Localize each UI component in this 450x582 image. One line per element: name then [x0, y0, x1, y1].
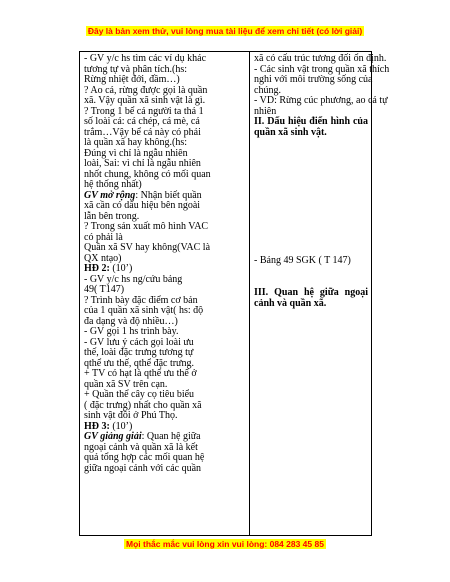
- left-line: có phải là: [84, 231, 123, 243]
- column-divider: [249, 51, 250, 536]
- left-line: ? Trình bày đặc điểm cơ bản: [84, 294, 198, 306]
- left-line: ? Ao cá, rừng được gọi là quần: [84, 84, 208, 96]
- left-line: tương tự và phân tích.(hs:: [84, 63, 188, 75]
- emphasis-text: GV giảng giải: [84, 431, 142, 442]
- left-line: QX ntạo): [84, 252, 122, 264]
- top-banner-text: Đây là bản xem thử, vui lòng mua tài liệu để xem chi tiết (có lời giải): [87, 26, 363, 36]
- left-line: trắm…Vậy bể cá này có phải: [84, 126, 201, 138]
- left-line: thế, loài đặc trưng tương tự: [84, 347, 194, 358]
- emphasis-text: GV mở rộng: [84, 189, 136, 201]
- left-line: - GV gọi 1 hs trình bày.: [84, 326, 179, 337]
- bottom-banner: [0, 539, 450, 549]
- emphasis-text: HĐ 3:: [84, 420, 110, 432]
- left-line: sinh vật đồi ở Phú Thọ.: [84, 410, 178, 421]
- left-line: nhốt chung, không có mối quan: [84, 168, 211, 180]
- left-line: loài, Sai: vì chỉ là ngẫu nhiên: [84, 158, 201, 169]
- left-line: qthể ưu thế, qthể đặc trưng.: [84, 357, 194, 369]
- left-line: quần xã SV trên cạn.: [84, 378, 168, 390]
- left-line: HĐ 2: (10’): [84, 263, 133, 274]
- left-line: Rừng nhiệt đới, đầm…): [84, 74, 180, 85]
- right-line: nghi với môi trường sống của: [254, 74, 373, 85]
- left-line: Đúng vì chỉ là ngẫu nhiên: [84, 147, 188, 159]
- left-line: GV giảng giải: Quan hệ giữa: [84, 431, 201, 442]
- left-line: GV mở rộng: Nhận biết quần: [84, 189, 202, 201]
- teacher-activities-column: [84, 54, 246, 474]
- right-line: - Các sinh vật trong quần xã thích: [254, 63, 390, 75]
- left-line: ? Trong sản xuất mô hình VAC: [84, 221, 209, 232]
- left-line: ? Trong 1 bể cá người ta thả 1: [84, 105, 204, 117]
- left-line: quả tổng hợp các mối quan hệ: [84, 452, 205, 463]
- left-line: xã cần có dấu hiệu bên ngoài: [84, 200, 201, 211]
- left-line: + Quần thể cây cọ tiêu biểu: [84, 389, 195, 400]
- left-line: - GV y/c hs ng/cứu bảng: [84, 273, 183, 285]
- right-line: - VD: Rừng cúc phương, ao cá tự: [254, 95, 388, 106]
- left-line: - GV lưu ý cách gọi loài ưu: [84, 336, 194, 348]
- left-line: là quần xã hay không.(hs:: [84, 137, 188, 148]
- left-line: ngoại cảnh và quần xã là kết: [84, 441, 198, 453]
- right-intro-lines: [254, 53, 390, 117]
- right-line: xã có cấu trúc tương đối ổn định.: [254, 53, 387, 64]
- left-line: số loài cá: cá chép, cá mè, cá: [84, 116, 200, 127]
- left-line: - GV y/c hs tìm các ví dụ khác: [84, 53, 207, 64]
- top-banner: [0, 26, 450, 36]
- emphasis-text: HĐ 2:: [84, 263, 110, 274]
- left-line: Quần xã SV hay không(VAC là: [84, 242, 211, 253]
- left-line: giữa ngoại cảnh với các quần: [84, 462, 202, 474]
- left-line: ( đặc trưng) nhất cho quần xã: [84, 399, 202, 411]
- left-line: xã. Vậy quần xã sinh vật là gì.: [84, 95, 206, 106]
- left-line: đa dạng và độ nhiều…): [84, 315, 178, 327]
- right-line: nhiên: [254, 105, 277, 117]
- left-line: của 1 quần xã sinh vật( hs: độ: [84, 305, 204, 316]
- heading-section-3: III. Quan hệ giữa ngoại cảnh và quần xã.: [254, 287, 368, 309]
- left-line: + TV có hạt là qthể ưu thế ở: [84, 368, 197, 379]
- table-reference: - Bảng 49 SGK ( T 147): [254, 255, 351, 266]
- bottom-banner-text: Mọi thắc mắc vui lòng xin vui lòng: 084 283 45 85: [126, 539, 324, 549]
- left-line: HĐ 3: (10’): [84, 420, 133, 432]
- right-line: chúng.: [254, 84, 281, 96]
- left-line: 49( T147): [84, 284, 125, 295]
- content-column: [254, 53, 390, 309]
- left-line: lẫn bên trong.: [84, 210, 140, 222]
- left-line: hệ thống nhất): [84, 179, 142, 190]
- heading-section-2: II. Dấu hiệu điển hình của quần xã sinh vật.: [254, 116, 368, 138]
